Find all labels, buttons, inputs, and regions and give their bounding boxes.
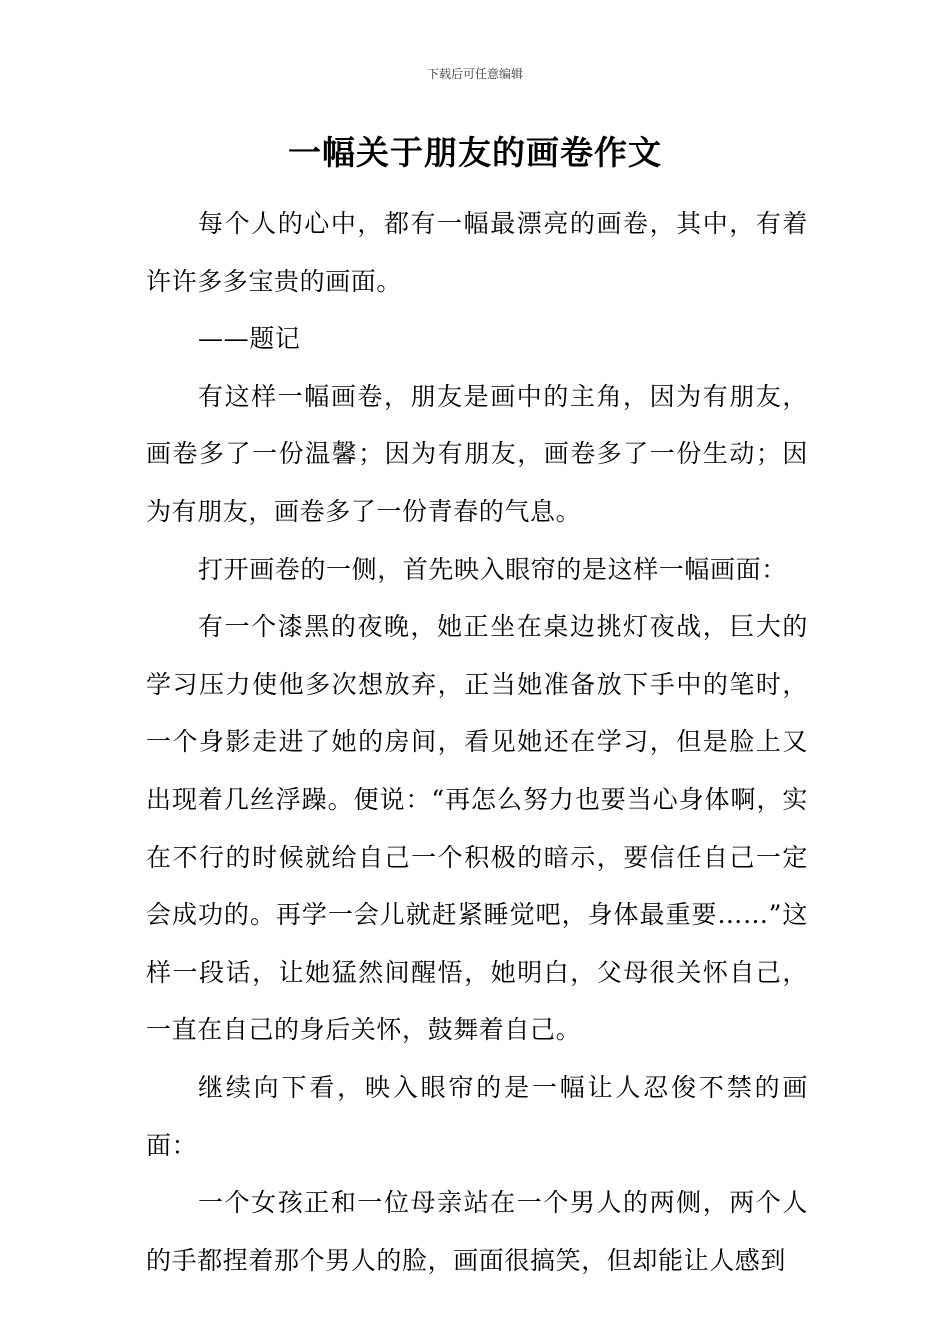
paragraph: 继续向下看，映入眼帘的是一幅让人忍俊不禁的画面： [146,1072,808,1160]
paragraph: 有这样一幅画卷，朋友是画中的主角，因为有朋友，画卷多了一份温馨；因为有朋友，画卷多了一份生动；因为有朋友，画卷多了一份青春的气息。 [146,381,808,526]
paragraph-epigraph-source: ——题记 [198,324,301,354]
page-title: 一幅关于朋友的画卷作文 [288,133,662,172]
paragraph: 有一个漆黑的夜晚，她正坐在桌边挑灯夜战，巨大的学习压力使他多次想放弃，正当她准备放下手中的笔时，一个身影走进了她的房间，看见她还在学习，但是脸上又出现着几丝浮躁。便说：“再怎么努力也要当心身体啊，实在不行的时候就给自己一个积极的暗示，要信任自己一定会成功的。再学一会儿就赶紧睡觉吧，身体最重要……”这样一段话，让她猛然间醒悟，她明白，父母很关怀自己，一直在自己的身后关怀，鼓舞着自己。 [146,612,808,1045]
paragraph: 一个女孩正和一位母亲站在一个男人的两侧，两个人的手都捏着那个男人的脸，画面很搞笑，但却能让人感到 [146,1188,808,1275]
article-body [146,195,808,1289]
header-note: 下载后可任意编辑 [426,67,523,81]
paragraph-intro: 每个人的心中，都有一幅最漂亮的画卷，其中，有着许许多多宝贵的画面。 [146,209,808,296]
paragraph: 打开画卷的一侧，首先映入眼帘的是这样一幅画面： [198,554,787,584]
